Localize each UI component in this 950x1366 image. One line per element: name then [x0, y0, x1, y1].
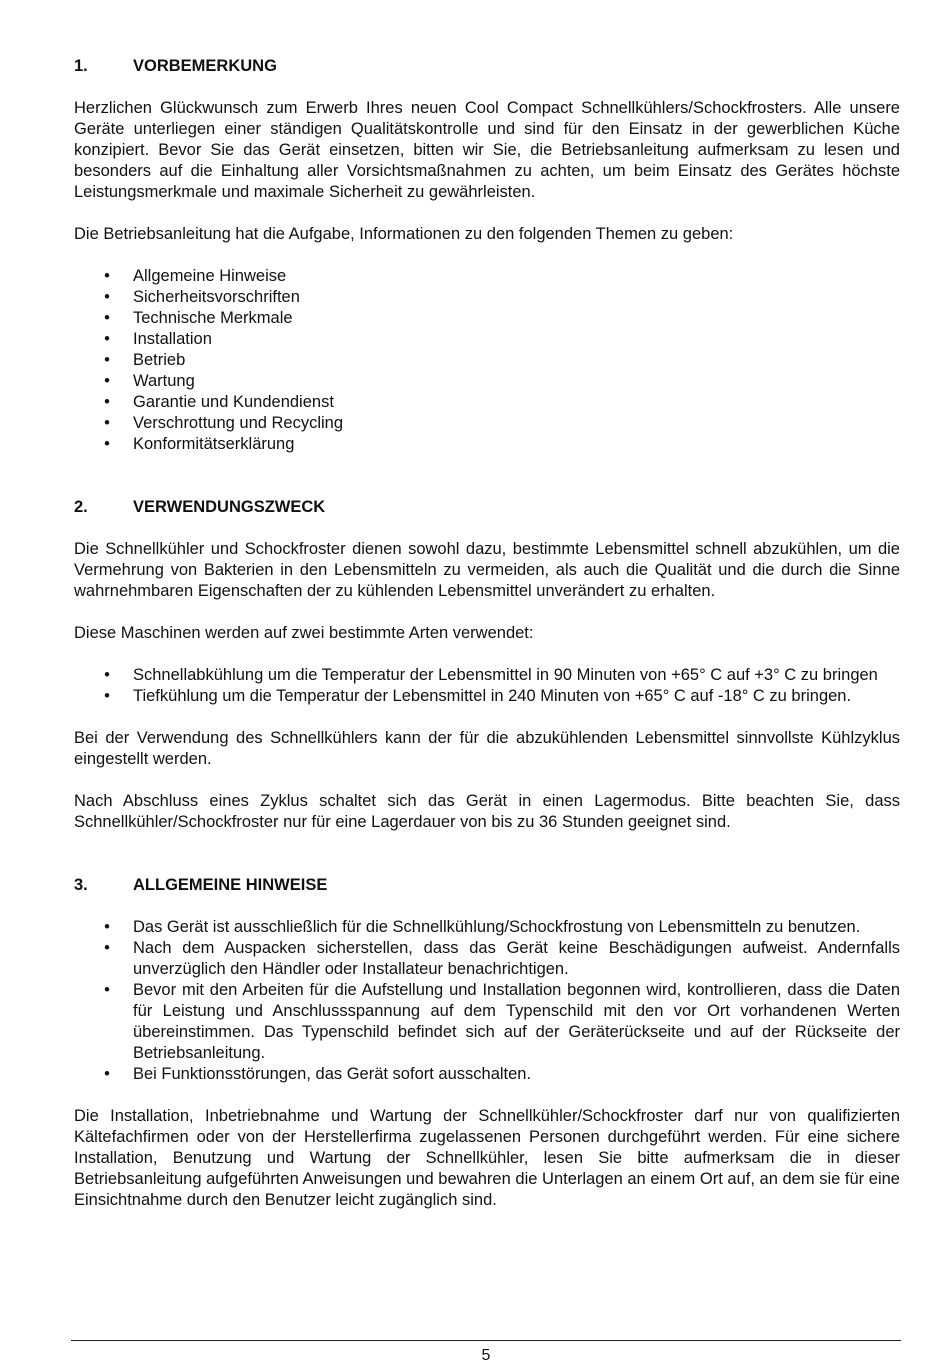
- bullet-icon: •: [104, 1065, 110, 1083]
- list-item: • Konformitätserklärung: [74, 434, 900, 455]
- bullet-icon: •: [104, 414, 110, 432]
- bullet-icon: •: [104, 435, 110, 453]
- list-item: • Tiefkühlung um die Temperatur der Lebensmittel in 240 Minuten von +65° C auf -18° C zu bringen.: [74, 686, 900, 707]
- list-item: • Bei Funktionsstörungen, das Gerät sofort ausschalten.: [74, 1064, 900, 1085]
- notes-list: [74, 917, 900, 1085]
- section-title: VORBEMERKUNG: [133, 57, 277, 75]
- list-item: • Das Gerät ist ausschließlich für die Schnellkühlung/Schockfrostung von Lebensmitteln zu benutzen.: [74, 917, 900, 938]
- section-number: 2.: [74, 498, 88, 516]
- bullet-icon: •: [104, 939, 110, 957]
- paragraph: Nach Abschluss eines Zyklus schaltet sich das Gerät in einen Lagermodus. Bitte beachten Sie, dass Schnellkühler/Schockfroster nur für eine Lagerdauer von bis zu 36 Stunden geeignet sind.: [74, 792, 900, 831]
- list-item: • Garantie und Kundendienst: [74, 392, 900, 413]
- bullet-icon: •: [104, 309, 110, 327]
- paragraph: Die Installation, Inbetriebnahme und Wartung der Schnellkühler/Schockfroster darf nur von qualifizierten Kältefachfirmen oder von der Herstellerfirma zugelassenen Personen durchgeführt werden. Für eine sichere Installation, Benutzung und Wartung der Schnellkühler, lesen Sie bitte aufmerksam die in dieser Betriebsanleitung aufgeführten Anweisungen und bewahren die Unterlagen an einem Ort auf, an dem sie für eine Einsichtnahme durch den Benutzer leicht zugänglich sind.: [74, 1107, 900, 1209]
- list-item: • Schnellabkühlung um die Temperatur der Lebensmittel in 90 Minuten von +65° C auf +3° C zu bringen: [74, 665, 900, 686]
- section-number: 3.: [74, 876, 88, 894]
- list-item: • Technische Merkmale: [74, 308, 900, 329]
- section-title: VERWENDUNGSZWECK: [133, 498, 326, 516]
- bullet-icon: •: [104, 288, 110, 306]
- list-item: • Sicherheitsvorschriften: [74, 287, 900, 308]
- bullet-icon: •: [104, 372, 110, 390]
- bullet-icon: •: [104, 393, 110, 411]
- list-item: • Betrieb: [74, 350, 900, 371]
- topic-list: [74, 266, 900, 455]
- list-item: • Nach dem Auspacken sicherstellen, dass das Gerät keine Beschädigungen aufweist. Andernfalls unverzüglich den Händler oder Installateur benachrichtigen.: [74, 938, 900, 980]
- document-page: [74, 56, 900, 1211]
- list-item: • Installation: [74, 329, 900, 350]
- bullet-icon: •: [104, 330, 110, 348]
- usage-list: [74, 665, 900, 707]
- bullet-icon: •: [104, 666, 110, 684]
- list-item: • Bevor mit den Arbeiten für die Aufstellung und Installation begonnen wird, kontrollieren, dass die Daten für Leistung und Anschlussspannung auf dem Typenschild mit den vor Ort vorhandenen Werten übereinstimmen. Das Typenschild befindet sich auf der Geräterückseite und auf der Rückseite der Betriebsanleitung.: [74, 980, 900, 1064]
- bullet-icon: •: [104, 687, 110, 705]
- section-heading: [74, 875, 900, 896]
- list-item: • Wartung: [74, 371, 900, 392]
- bullet-icon: •: [104, 981, 110, 999]
- bullet-icon: •: [104, 918, 110, 936]
- section-number: 1.: [74, 57, 88, 75]
- list-item: • Verschrottung und Recycling: [74, 413, 900, 434]
- section-heading: [74, 497, 900, 518]
- bullet-icon: •: [104, 267, 110, 285]
- footer-divider: [71, 1340, 901, 1341]
- paragraph: Herzlichen Glückwunsch zum Erwerb Ihres neuen Cool Compact Schnellkühlers/Schockfrosters. Alle unsere Geräte unterliegen einer ständigen Qualitätskontrolle und sind für den Einsatz in der gewerblichen Küche konzipiert. Bevor Sie das Gerät einsetzen, bitten wir Sie, die Betriebsanleitung aufmerksam zu lesen und besonders auf die Einhaltung aller Vorsichtsmaßnahmen zu achten, um beim Einsatz des Gerätes höchste Leistungsmerkmale und maximale Sicherheit zu gewährleisten.: [74, 99, 900, 201]
- section-title: ALLGEMEINE HINWEISE: [133, 876, 328, 894]
- section-heading: [74, 56, 900, 77]
- paragraph: Diese Maschinen werden auf zwei bestimmte Arten verwendet:: [74, 624, 534, 642]
- paragraph: Die Schnellkühler und Schockfroster dienen sowohl dazu, bestimmte Lebensmittel schnell abzukühlen, um die Vermehrung von Bakterien in den Lebensmitteln zu vermeiden, als auch die Qualität und die durch die Sinne wahrnehmbaren Eigenschaften der zu kühlenden Lebensmittel unverändert zu erhalten.: [74, 540, 900, 600]
- bullet-icon: •: [104, 351, 110, 369]
- list-item: • Allgemeine Hinweise: [74, 266, 900, 287]
- paragraph: Die Betriebsanleitung hat die Aufgabe, Informationen zu den folgenden Themen zu geben:: [74, 225, 734, 243]
- paragraph: Bei der Verwendung des Schnellkühlers kann der für die abzukühlenden Lebensmittel sinnvollste Kühlzyklus eingestellt werden.: [74, 729, 900, 768]
- page-number: 5: [481, 1347, 491, 1364]
